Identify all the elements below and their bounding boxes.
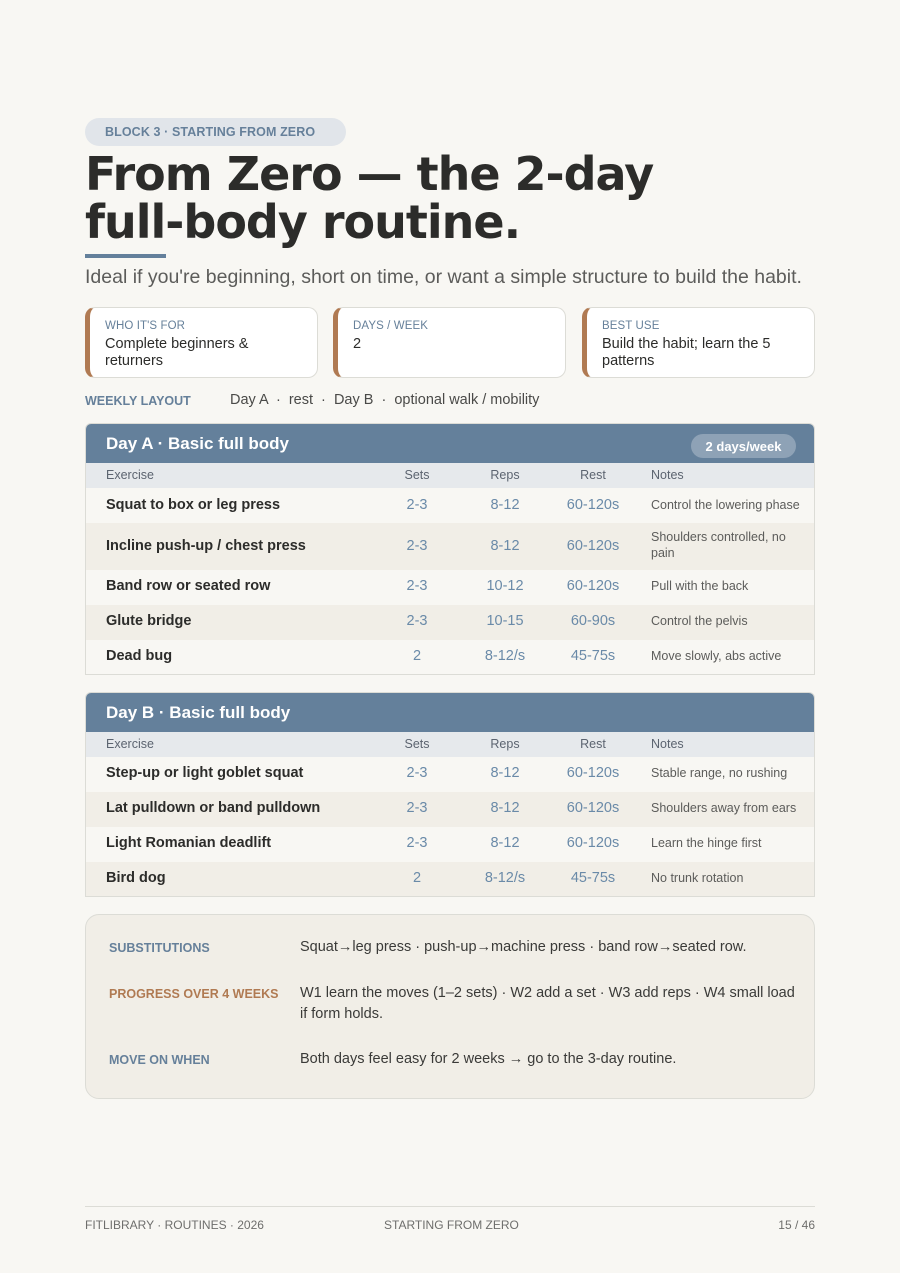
day-b-table xyxy=(85,692,815,897)
guidance-label: MOVE ON WHEN xyxy=(109,1053,210,1067)
col-exercise: Exercise xyxy=(106,468,154,482)
rest-value: 60-120s xyxy=(566,765,620,781)
exercise-name: Band row or seated row xyxy=(106,578,271,594)
table-row xyxy=(86,827,814,862)
rest-value: 60-120s xyxy=(566,578,620,594)
weekly-layout xyxy=(85,392,815,410)
day-a-table xyxy=(85,423,815,675)
reps-value: 8-12 xyxy=(490,800,520,816)
card-best-use xyxy=(582,307,815,378)
footer-section: STARTING FROM ZERO xyxy=(384,1218,519,1232)
table-row xyxy=(86,640,814,675)
col-reps: Reps xyxy=(490,737,520,751)
col-reps: Reps xyxy=(490,468,520,482)
rest-value: 60-120s xyxy=(566,835,620,851)
sets-value: 2-3 xyxy=(406,800,428,816)
col-sets: Sets xyxy=(404,737,430,751)
rest-value: 45-75s xyxy=(570,870,616,886)
card-label: BEST USE xyxy=(602,320,660,332)
exercise-name: Dead bug xyxy=(106,648,173,664)
table-column-headers xyxy=(86,732,814,757)
card-value: Complete beginners & returners xyxy=(105,336,249,369)
rest-value: 45-75s xyxy=(570,648,616,664)
table-row xyxy=(86,605,814,640)
card-value: Build the habit; learn the 5 patterns xyxy=(602,336,771,369)
card-days-per-week xyxy=(333,307,566,378)
day-a-title: Day A · Basic full body xyxy=(106,434,289,453)
page-title-line-2: full-body routine. xyxy=(85,195,521,249)
col-notes: Notes xyxy=(651,737,684,751)
day-b-title: Day B · Basic full body xyxy=(106,703,291,722)
sets-value: 2-3 xyxy=(406,835,428,851)
col-rest: Rest xyxy=(580,468,606,482)
footer-divider xyxy=(85,1206,815,1207)
rest-value: 60-120s xyxy=(566,800,620,816)
footer-publication: FITLIBRARY · ROUTINES · 2026 xyxy=(85,1218,264,1232)
guidance-label: SUBSTITUTIONS xyxy=(109,941,210,955)
sets-value: 2 xyxy=(412,870,422,886)
sets-value: 2-3 xyxy=(406,765,428,781)
reps-value: 10-15 xyxy=(486,613,524,629)
table-row xyxy=(86,488,814,523)
table-row xyxy=(86,570,814,605)
weekly-layout-label: WEEKLY LAYOUT xyxy=(85,394,191,408)
sets-value: 2-3 xyxy=(406,578,428,594)
guidance-label: PROGRESS OVER 4 WEEKS xyxy=(109,987,279,1001)
page-subtitle: Ideal if you're beginning, short on time, or want a simple structure to build the habit. xyxy=(85,266,802,288)
table-row xyxy=(86,862,814,897)
day-b-header xyxy=(86,693,814,732)
notes-value: Control the pelvis xyxy=(651,614,748,628)
page-number: 15 / 46 xyxy=(778,1218,815,1232)
notes-value: Move slowly, abs active xyxy=(651,649,782,663)
exercise-name: Incline push-up / chest press xyxy=(106,538,306,554)
weekly-layout-value: Day A · rest · Day B · optional walk / mobility xyxy=(230,392,540,408)
exercise-name: Step-up or light goblet squat xyxy=(106,765,304,781)
rest-value: 60-120s xyxy=(566,497,620,513)
col-rest: Rest xyxy=(580,737,606,751)
guidance-value: Both days feel easy for 2 weeks → go to the 3-day routine. xyxy=(300,1051,677,1067)
reps-value: 10-12 xyxy=(486,578,524,594)
table-row xyxy=(86,523,814,570)
reps-value: 8-12 xyxy=(490,538,520,554)
sets-value: 2-3 xyxy=(406,613,428,629)
table-row xyxy=(86,757,814,792)
summary-cards xyxy=(85,307,815,378)
sets-value: 2-3 xyxy=(406,538,428,554)
exercise-name: Light Romanian deadlift xyxy=(106,835,272,851)
rest-value: 60-120s xyxy=(566,538,620,554)
notes-value: No trunk rotation xyxy=(651,871,744,885)
col-notes: Notes xyxy=(651,468,684,482)
col-exercise: Exercise xyxy=(106,737,154,751)
table-column-headers xyxy=(86,463,814,488)
exercise-name: Squat to box or leg press xyxy=(106,497,281,513)
page-title xyxy=(85,147,805,249)
exercise-name: Bird dog xyxy=(106,870,166,886)
notes-value: Stable range, no rushing xyxy=(651,766,788,780)
guidance-value: W1 learn the moves (1–2 sets) · W2 add a set · W3 add reps · W4 small load if form holds. xyxy=(300,985,795,1022)
exercise-name: Lat pulldown or band pulldown xyxy=(106,800,321,816)
col-sets: Sets xyxy=(404,468,430,482)
table-row xyxy=(86,792,814,827)
day-a-header xyxy=(86,424,814,463)
page-title-line-1: From Zero — the 2-day xyxy=(85,147,654,201)
notes-value: Pull with the back xyxy=(651,579,749,593)
card-value: 2 xyxy=(353,336,362,352)
title-underline xyxy=(85,254,166,258)
sets-value: 2 xyxy=(412,648,422,664)
rest-value: 60-90s xyxy=(570,613,616,629)
exercise-name: Glute bridge xyxy=(106,613,192,629)
card-who-its-for xyxy=(85,307,318,378)
notes-value: Control the lowering phase xyxy=(651,498,800,512)
reps-value: 8-12/s xyxy=(484,870,526,886)
frequency-badge: 2 days/week xyxy=(691,434,796,458)
reps-value: 8-12 xyxy=(490,497,520,513)
sets-value: 2-3 xyxy=(406,497,428,513)
notes-value: Learn the hinge first xyxy=(651,836,762,850)
reps-value: 8-12 xyxy=(490,835,520,851)
reps-value: 8-12 xyxy=(490,765,520,781)
card-label: DAYS / WEEK xyxy=(353,320,429,332)
card-label: WHO IT'S FOR xyxy=(105,320,186,332)
guidance-box xyxy=(85,914,815,1099)
guidance-value: Squat→leg press · push-up→machine press · band row→seated row. xyxy=(300,939,747,955)
section-kicker-badge: BLOCK 3 · STARTING FROM ZERO xyxy=(85,118,346,146)
reps-value: 8-12/s xyxy=(484,648,526,664)
notes-value: Shoulders controlled, no pain xyxy=(651,530,786,560)
notes-value: Shoulders away from ears xyxy=(651,801,797,815)
